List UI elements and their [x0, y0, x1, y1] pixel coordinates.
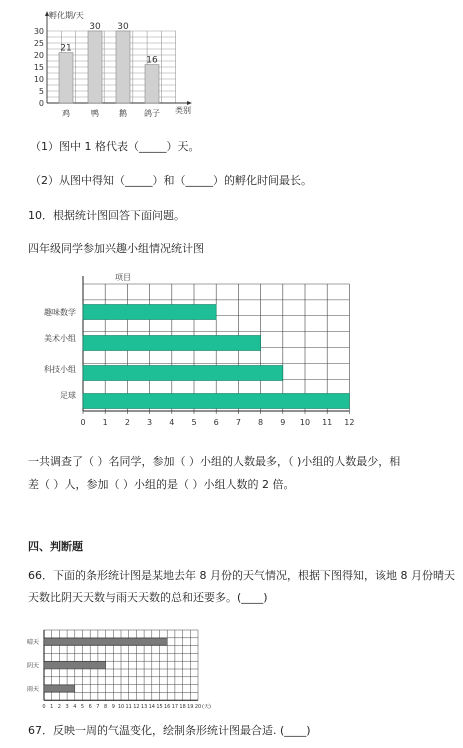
category-label: 雨天 — [26, 685, 39, 693]
x-tick-label: 9 — [280, 418, 286, 427]
x-tick-label: 3 — [147, 418, 153, 427]
x-tick-label: 12 — [133, 704, 140, 711]
bar — [116, 31, 130, 103]
category-label: 晴天 — [26, 639, 39, 647]
x-tick-label: 鸭 — [91, 109, 99, 118]
bar — [83, 305, 216, 320]
category-label: 趣味数学 — [44, 308, 76, 317]
x-tick-label: 14 — [148, 704, 155, 711]
x-axis-unit: (天) — [202, 704, 211, 711]
x-tick-label: 4 — [169, 418, 175, 427]
question-1: （1）图中 1 格代表（_____）天。 — [30, 140, 200, 153]
bar — [44, 662, 106, 669]
bar — [145, 65, 159, 103]
x-tick-label: 16 — [164, 704, 171, 711]
y-tick-label: 20 — [33, 51, 44, 60]
category-label: 阴天 — [26, 662, 39, 670]
x-tick-label: 17 — [171, 704, 179, 711]
x-tick-label: 18 — [179, 704, 186, 711]
x-tick-label: 20 — [194, 704, 202, 711]
bar-value-label: 30 — [89, 22, 101, 32]
x-tick-label: 鸡 — [62, 109, 70, 118]
y-tick-label: 5 — [38, 87, 44, 96]
x-tick-label: 2 — [57, 704, 61, 711]
x-tick-label: 8 — [104, 704, 108, 711]
interest-group-bar-chart — [0, 268, 463, 443]
x-tick-label: 9 — [111, 704, 115, 711]
x-tick-label: 1 — [102, 418, 108, 427]
bar — [83, 366, 283, 381]
x-tick-label: 鸽子 — [144, 109, 160, 118]
x-tick-label: 11 — [125, 704, 132, 711]
y-tick-label: 30 — [33, 27, 44, 36]
bar — [83, 336, 261, 351]
question-66-line-2: 天数比阴天天数与雨天天数的总和还要多。(____) — [28, 591, 268, 604]
question-2: （2）从图中得知（_____）和（_____）的孵化时间最长。 — [30, 174, 312, 187]
x-tick-label: 15 — [156, 704, 163, 711]
x-tick-label: 鹅 — [119, 109, 127, 118]
bar — [83, 394, 349, 409]
bar — [44, 638, 167, 645]
bar — [59, 53, 73, 103]
bar-value-label: 30 — [117, 22, 129, 32]
x-tick-label: 3 — [65, 704, 69, 711]
bar — [88, 31, 102, 103]
x-tick-label: 8 — [258, 418, 264, 427]
x-tick-label: 11 — [322, 418, 333, 427]
section-title: 四、判断题 — [28, 540, 83, 553]
question-66-line-1: 66．下面的条形统计图是某地去年 8 月份的天气情况，根据下图得知，该地 8 月份晴天 — [28, 569, 455, 582]
x-tick-label: 2 — [124, 418, 130, 427]
category-label: 美术小组 — [44, 334, 76, 343]
category-label: 科技小组 — [44, 365, 76, 374]
question-10-title: 10．根据统计图回答下面问题。 — [28, 209, 185, 222]
x-tick-label: 13 — [140, 704, 148, 711]
x-tick-label: 4 — [73, 704, 77, 711]
fill-in-line-1: 一共调查了（ ）名同学，参加（ ）小组的人数最多，（ )小组的人数最少，相 — [28, 455, 401, 468]
bar-value-label: 21 — [60, 43, 72, 54]
x-tick-label: 19 — [187, 704, 194, 711]
y-axis-label: 孵化期/天 — [49, 11, 84, 20]
y-tick-label: 15 — [33, 63, 44, 72]
y-tick-label: 0 — [38, 99, 44, 108]
x-tick-label: 10 — [299, 418, 311, 427]
bar — [44, 685, 75, 692]
fill-in-line-2: 差（ ）人，参加（ ）小组的是（ ）小组人数的 2 倍。 — [28, 478, 295, 491]
x-tick-label: 7 — [96, 704, 100, 711]
bar-value-label: 16 — [146, 55, 158, 66]
x-tick-label: 6 — [88, 704, 92, 711]
y-tick-label: 10 — [33, 75, 44, 84]
x-tick-label: 1 — [50, 704, 54, 711]
chart2-title: 四年级同学参加兴趣小组情况统计图 — [28, 242, 204, 255]
x-axis-arrow — [187, 101, 192, 105]
y-axis-label: 项目 — [115, 273, 131, 282]
x-tick-label: 0 — [42, 704, 46, 711]
category-label: 足球 — [60, 391, 76, 400]
x-tick-label: 5 — [191, 418, 197, 427]
weather-bar-chart — [0, 620, 463, 711]
x-axis-label: 类别 — [175, 106, 191, 115]
x-tick-label: 7 — [235, 418, 241, 427]
question-67: 67．反映一周的气温变化，绘制条形统计图最合适. (____) — [28, 724, 311, 737]
y-tick-label: 25 — [33, 39, 44, 48]
x-tick-label: 6 — [213, 418, 219, 427]
x-tick-label: 0 — [80, 418, 86, 427]
x-tick-label: 10 — [117, 704, 125, 711]
x-tick-label: 12 — [344, 418, 355, 427]
x-tick-label: 5 — [80, 704, 85, 711]
incubation-bar-chart — [0, 0, 463, 125]
